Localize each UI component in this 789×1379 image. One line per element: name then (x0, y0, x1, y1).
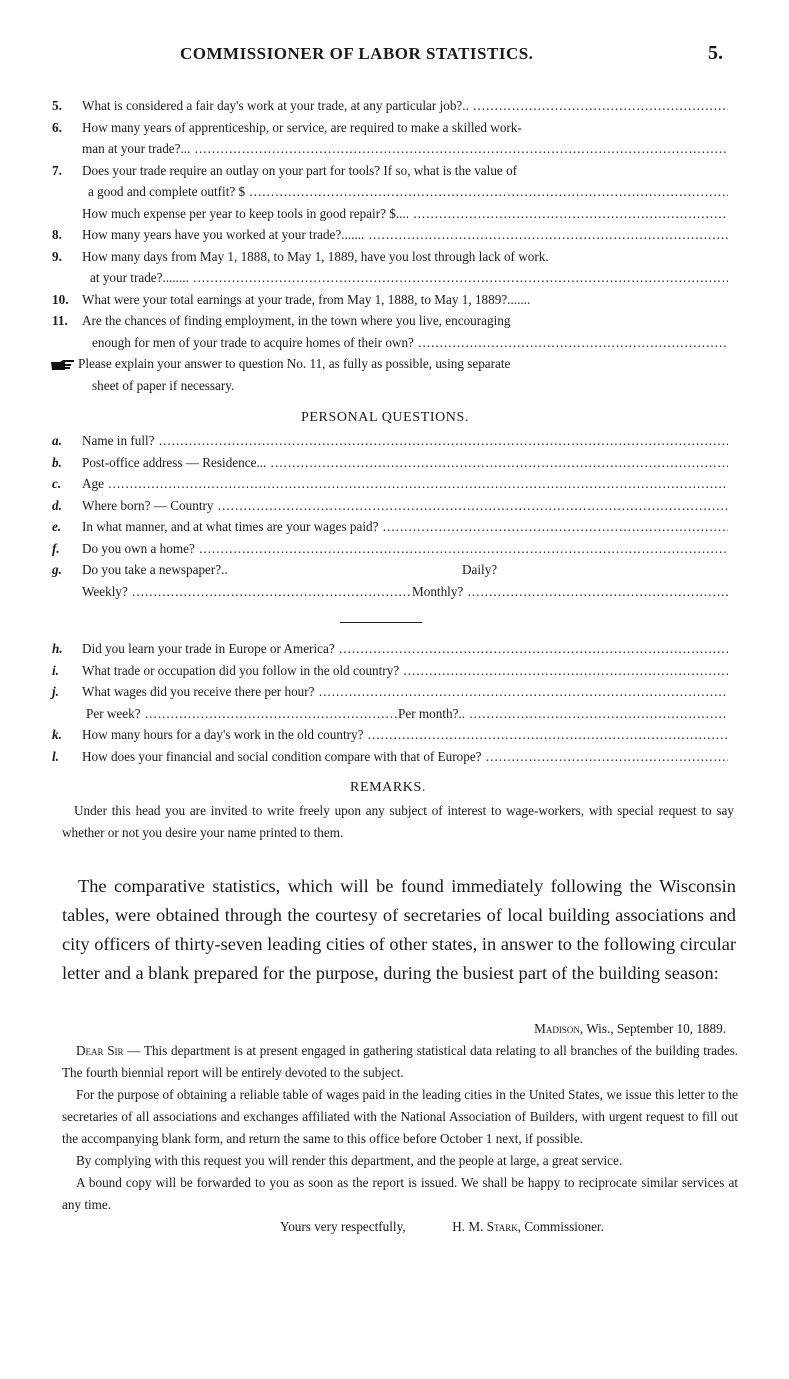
circular-letter (62, 1018, 738, 1238)
item-text: How many hours for a day's work in the old country? ..... (82, 724, 728, 746)
item-text: What wages did you receive there per hour? ..... (82, 681, 728, 703)
item-letter: b. (52, 454, 62, 470)
question-text: What is considered a fair day's work at your trade, at any particular job?.. ..... (82, 95, 728, 117)
item-letter: g. (52, 562, 62, 577)
week-month-row (52, 703, 728, 725)
item-letter: c. (52, 476, 62, 491)
item-letter: f. (52, 540, 60, 556)
letter-date: , Wis., September 10, 1889. (579, 1021, 726, 1036)
pointing-hand-icon (50, 359, 76, 371)
question-6 (52, 117, 728, 139)
personal-section (52, 410, 728, 602)
foreign-item-k (52, 724, 728, 746)
question-text-cont: a good and complete outfit? $ ..... (52, 181, 728, 203)
item-letter: i. (52, 662, 59, 678)
questions-section (52, 95, 728, 396)
foreign-item-h (52, 638, 728, 660)
letter-closing: Yours very respectfully, (280, 1219, 406, 1234)
item-text: Name in full? ..... (82, 430, 728, 452)
item-text: Did you learn your trade in Europe or America? ..... (82, 638, 728, 660)
header-title: COMMISSIONER OF LABOR STATISTICS. (180, 44, 534, 63)
per-week-field: Per week? ..... (86, 703, 398, 725)
letter-place: Madison (534, 1021, 580, 1036)
personal-item-a (52, 430, 728, 452)
personal-item-d (52, 495, 728, 517)
question-number: 5. (52, 98, 62, 113)
remarks-text: Under this head you are invited to write freely upon any subject of interest to wage-workers, with special request to say whether or not you desire your name printed to them. (62, 803, 734, 840)
item-text: Do you take a newspaper?.. (82, 562, 228, 577)
question-text-cont: man at your trade?... ..... (52, 138, 728, 160)
running-header (0, 44, 789, 70)
item-text: Do you own a home? ..... (82, 538, 728, 560)
question-text: Are the chances of finding employment, in the town where you live, encouraging (82, 313, 511, 328)
letter-signature (62, 1216, 738, 1238)
item-letter: k. (52, 727, 62, 742)
personal-item-g (52, 559, 728, 581)
divider-rule (340, 622, 422, 623)
question-5 (52, 95, 728, 117)
daily-field: Daily? (462, 562, 498, 577)
question-text: How many years have you worked at your trade?....... ..... (82, 224, 728, 246)
item-letter: d. (52, 497, 62, 513)
item-text: Where born? — Country ..... (82, 495, 728, 517)
letter-signer: H. M. Stark (452, 1219, 518, 1234)
per-month-field: Per month?.. ..... (398, 703, 728, 725)
note (50, 353, 728, 375)
question-text: What were your total earnings at your trade, from May 1, 1888, to May 1, 1889?....... (82, 291, 531, 307)
remarks-heading: REMARKS. (350, 780, 426, 795)
question-number: 9. (52, 248, 62, 264)
note-text: Please explain your answer to question No. 11, as fully as possible, using separate (78, 356, 511, 371)
question-number: 7. (52, 162, 62, 178)
page-number: 5. (708, 42, 723, 64)
item-text: In what manner, and at what times are your wages paid? ..... (82, 516, 728, 538)
item-letter: a. (52, 433, 62, 448)
note-text-cont: sheet of paper if necessary. (92, 377, 235, 393)
letter-salutation: Dear Sir (76, 1043, 124, 1058)
personal-item-e (52, 516, 728, 538)
foreign-item-l (52, 746, 728, 768)
question-number: 10. (52, 291, 69, 307)
foreign-item-j (52, 681, 728, 703)
question-number: 11. (52, 313, 68, 328)
question-9 (52, 246, 728, 268)
item-text: Post-office address — Residence... ..... (82, 452, 728, 474)
question-text: How many years of apprenticeship, or service, are required to make a skilled work- (82, 119, 522, 135)
letter-p1-text: — This department is at present engaged in gathering statistical data relating to all branches of the building trades. The fourth biennial report will be entirely devoted to the subject. (62, 1043, 739, 1080)
question-text-cont: at your trade?........ ..... (52, 267, 728, 289)
question-11 (52, 310, 728, 332)
personal-item-b (52, 452, 728, 474)
question-text: How many days from May 1, 1888, to May 1, 1889, have you lost through lack of work. (82, 248, 549, 264)
item-letter: l. (52, 748, 59, 764)
question-10 (52, 289, 728, 311)
paragraph-text: The comparative statistics, which will be found immediately following the Wisconsin tables, were obtained through the courtesy of secretaries of local building associations and city officers of thirty-seven leading cities of other states, in answer to the following circular letter and a blank prepared for the purpose, during the busiest part of the building season: (62, 876, 736, 983)
question-text-cont: How much expense per year to keep tools in good repair? $.... ..... (52, 203, 728, 225)
item-text: What trade or occupation did you follow in the old country? ..... (82, 660, 728, 682)
question-7 (52, 160, 728, 182)
item-letter: e. (52, 519, 62, 534)
question-number: 6. (52, 119, 62, 135)
item-text: How does your financial and social condition compare with that of Europe? ..... (82, 746, 728, 768)
question-8 (52, 224, 728, 246)
item-text: Age ..... (82, 473, 728, 495)
letter-paragraph-1 (62, 1040, 738, 1084)
letter-paragraph-4: A bound copy will be forwarded to you as soon as the report is issued. We shall be happy to reciprocate similar services at any time. (62, 1175, 738, 1212)
remarks-section (62, 780, 734, 844)
foreign-section (52, 638, 728, 767)
question-text: Does your trade require an outlay on your part for tools? If so, what is the value of (82, 162, 518, 178)
foreign-item-i (52, 660, 728, 682)
letter-signer-title: , Commissioner. (517, 1219, 604, 1234)
weekly-monthly-row (52, 581, 728, 603)
question-text-cont: enough for men of your trade to acquire homes of their own? ..... (52, 332, 728, 354)
question-number: 8. (52, 227, 62, 242)
personal-item-f (52, 538, 728, 560)
weekly-field: Weekly? ..... (82, 581, 412, 603)
personal-item-c (52, 473, 728, 495)
monthly-field: Monthly? ..... (412, 581, 728, 603)
intro-paragraph (62, 872, 736, 988)
letter-paragraph-2: For the purpose of obtaining a reliable table of wages paid in the leading cities in the United States, we issue this letter to the secretaries of all associations and exchanges affiliated with the National Association of Builders, with urgent request to fill out the accompanying blank form, and return the same to this office before October 1 next, if possible. (62, 1087, 738, 1146)
letter-dateline (62, 1018, 738, 1040)
letter-paragraph-3: By complying with this request you will render this department, and the people at large, a great service. (76, 1153, 623, 1168)
personal-heading: PERSONAL QUESTIONS. (300, 410, 469, 425)
item-letter: j. (52, 684, 59, 699)
item-letter: h. (52, 641, 63, 656)
